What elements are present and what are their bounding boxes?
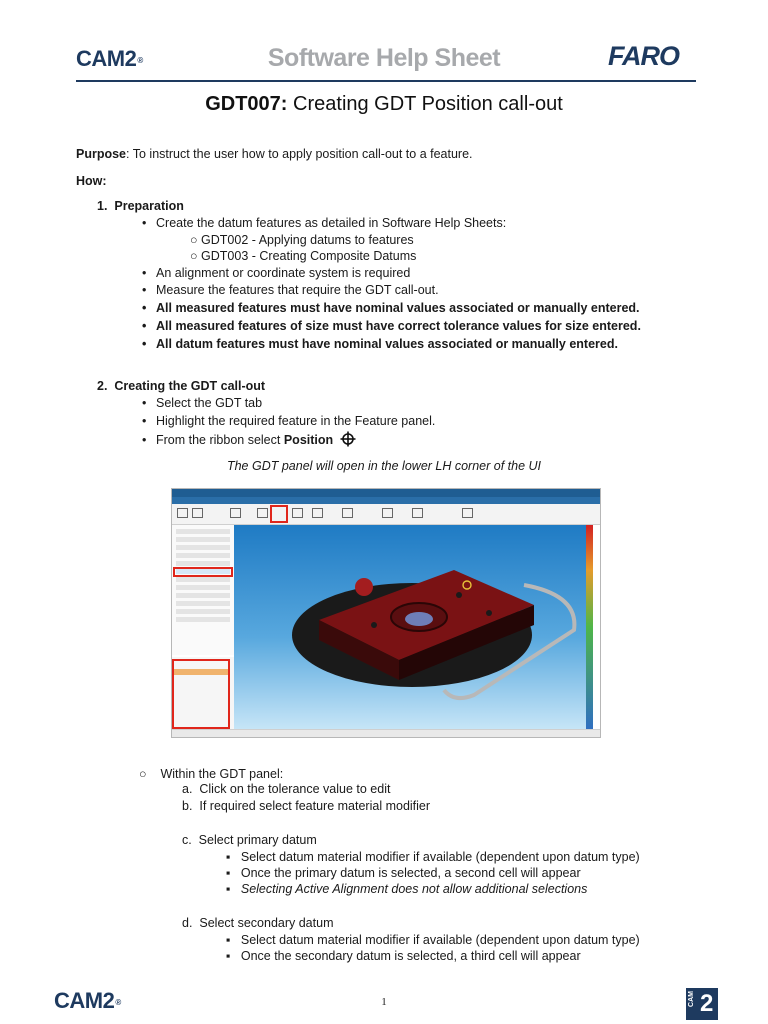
list-item: ▪ Once the primary datum is selected, a second cell will appear: [226, 866, 581, 880]
ribbon-tool-icon: [177, 508, 188, 518]
feature-row: [176, 601, 230, 606]
bullet-icon: •: [142, 337, 147, 351]
figure-caption: The GDT panel will open in the lower LH corner of the UI: [226, 459, 542, 473]
ribbon-tool-icon: [412, 508, 423, 518]
subbullet-circle-icon: ○: [190, 233, 202, 247]
page-title: [0, 93, 768, 116]
feature-row: [176, 545, 230, 550]
position-crosshair-icon: [340, 431, 356, 447]
subbullet-circle-icon: ○: [139, 767, 161, 781]
position-button-highlight: [270, 505, 288, 523]
feature-row: [176, 537, 230, 542]
square-bullet-icon: ▪: [226, 949, 241, 963]
doc-code: GDT007:: [205, 93, 288, 115]
feature-row: [176, 609, 230, 614]
list-item: a. Click on the tolerance value to edit: [182, 782, 391, 796]
list-item: ▪ Once the secondary datum is selected, a third cell will appear: [226, 949, 581, 963]
footer-cam2-logo: CAM2®: [54, 988, 121, 1013]
purpose-line: Purpose: To instruct the user how to apply position call-out to a feature.: [76, 147, 473, 161]
list-item: • All datum features must have nominal values associated or manually entered.: [142, 337, 618, 351]
cam2-ui-screenshot: [171, 488, 601, 738]
ribbon-tool-icon: [192, 508, 203, 518]
feature-row: [176, 553, 230, 558]
help-sheet-title: Software Help Sheet: [267, 44, 501, 72]
bullet-icon: •: [142, 301, 147, 315]
ribbon-tool-icon: [382, 508, 393, 518]
screenshot-menubar: [172, 497, 600, 504]
list-item: ○ Within the GDT panel:: [139, 767, 284, 781]
subbullet-circle-icon: ○: [190, 249, 202, 263]
feature-highlight: [173, 567, 233, 577]
square-bullet-icon: ▪: [226, 866, 241, 880]
section-callout-heading: 2. Creating the GDT call-out: [97, 379, 266, 393]
list-item: • All measured features of size must have correct tolerance values for size entered.: [142, 319, 641, 333]
gdt-panel-highlight: [172, 659, 230, 729]
faro-logo: FARO: [608, 41, 680, 71]
square-bullet-icon: ▪: [226, 933, 241, 947]
bullet-icon: •: [142, 283, 147, 297]
list-item: • Select the GDT tab: [142, 396, 263, 410]
deviation-colorbar: [586, 525, 593, 729]
cam2-logo: CAM2®: [76, 46, 143, 71]
cam2-badge-logo: CAM 2: [686, 988, 718, 1020]
bullet-icon: •: [142, 396, 147, 410]
ribbon-tool-icon: [230, 508, 241, 518]
list-item: b. If required select feature material modifier: [182, 799, 431, 813]
feature-row: [176, 585, 230, 590]
square-bullet-icon: ▪: [226, 850, 241, 864]
feature-row: [176, 577, 230, 582]
screenshot-statusbar: [172, 729, 600, 738]
list-item: d. Select secondary datum: [182, 916, 334, 930]
feature-row: [176, 593, 230, 598]
doc-title-text: Creating GDT Position call-out: [293, 93, 563, 115]
list-item: • An alignment or coordinate system is required: [142, 266, 411, 280]
how-label: How:: [76, 174, 107, 188]
bullet-icon: •: [142, 216, 147, 230]
bullet-icon: •: [142, 433, 147, 447]
ribbon-tool-icon: [292, 508, 303, 518]
3d-viewport: [234, 525, 586, 729]
ribbon-tool-icon: [342, 508, 353, 518]
list-item: • Create the datum features as detailed in Software Help Sheets:: [142, 216, 507, 230]
feature-row: [176, 561, 230, 566]
list-item: • From the ribbon select Position: [142, 431, 356, 448]
list-item: c. Select primary datum: [182, 833, 317, 847]
bullet-icon: •: [142, 414, 147, 428]
ribbon-tool-icon: [312, 508, 323, 518]
list-item: • All measured features must have nominal values associated or manually entered.: [142, 301, 640, 315]
page-number: 1: [381, 996, 387, 1008]
section-preparation-heading: 1. Preparation: [97, 199, 184, 213]
ribbon-tool-icon: [257, 508, 268, 518]
feature-row: [176, 617, 230, 622]
list-item: • Highlight the required feature in the Feature panel.: [142, 414, 436, 428]
list-item: ▪ Select datum material modifier if available (dependent upon datum type): [226, 933, 640, 947]
bullet-icon: •: [142, 319, 147, 333]
screenshot-titlebar: [172, 489, 600, 497]
bullet-icon: •: [142, 266, 147, 280]
square-bullet-icon: ▪: [226, 882, 241, 896]
list-item: • Measure the features that require the GDT call-out.: [142, 283, 439, 297]
list-item: ▪ Select datum material modifier if available (dependent upon datum type): [226, 850, 640, 864]
list-item: ○ GDT003 - Creating Composite Datums: [190, 249, 417, 263]
ribbon-tool-icon: [462, 508, 473, 518]
feature-row: [176, 529, 230, 534]
header-divider: [76, 80, 696, 82]
feature-panel: [172, 525, 235, 655]
screenshot-ribbon: [172, 504, 600, 525]
part-model: [234, 525, 586, 729]
gdt-panel: [172, 657, 235, 729]
list-item: ▪ Selecting Active Alignment does not allow additional selections: [226, 882, 588, 896]
list-item: ○ GDT002 - Applying datums to features: [190, 233, 414, 247]
